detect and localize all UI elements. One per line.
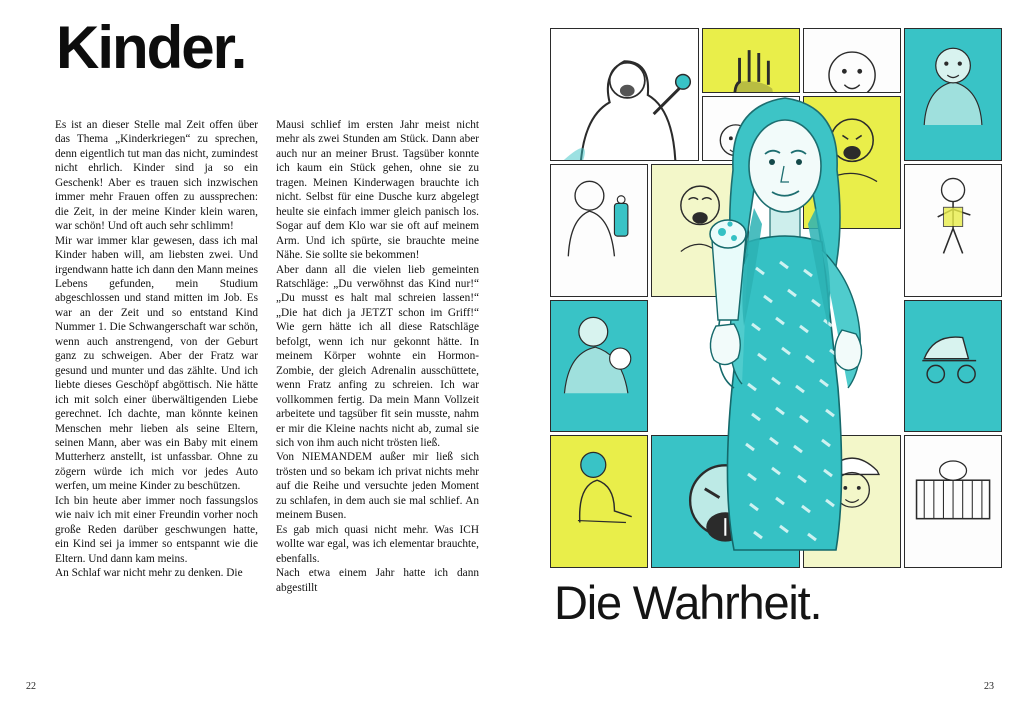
sketch-crib [905,436,1001,532]
right-page [510,0,1020,720]
collage-illustration-woman-with-microphone [550,28,1002,568]
paragraph: Ich bin heute aber immer noch fassungslos wie naiv ich mit einer Freundin vorher noch große Reden darüber geschwungen hatte, ein Kind sei ja immer so entspannt wie die Eltern. Und dann kam meins. [55,494,258,565]
paragraph: An Schlaf war nicht mehr zu denken. Die [55,567,243,580]
sketch-mother-with-bottle [551,165,647,261]
page-title: Kinder. [56,14,246,81]
paragraph: Von NIEMANDEM außer mir ließ sich trösten und so bekam ich privat nichts mehr auf die Reihe und versuchte jeden Moment zu schlafen, in dem auch sie mal schlief. An meinem Busen. [276,451,479,522]
collage-tile-woman-portrait [904,28,1002,161]
body-text-columns [55,118,480,595]
sketch-baby-on-arm [551,301,647,397]
central-figure-woman-with-microphone [660,58,910,568]
spread-caption: Die Wahrheit. [554,576,822,629]
collage-tile-seated-child [550,435,648,568]
paragraph: Nach etwa einem Jahr hatte ich dann abgestillt [276,567,479,594]
folio-left: 22 [26,681,36,692]
paragraph: Aber dann all die vielen lieb gemeinten Ratschläge: „Du verwöhnst das Kind nur!“ „Du musst es halt mal schreien lassen!“ „Die hat dich ja JETZT schon im Griff!“ Wie gern hätte ich all diese Ratschläge befolgt, wenn ich nur gekonnt hätte. In meinem Körper wohnte ein Hormon-Zombie, der gleich Adrenalin ausschüttete, wenn Fratz anfing zu schreien. Ich war vollkommen fertig. Da mein Mann Vollzeit arbeitete und tagsüber fit sein musste, nahm er mir die Kleine nachts nicht ab, zumal sie sich von ihm auch nicht trösten ließ. [276,263,479,449]
paragraph: Mausi schlief im ersten Jahr meist nicht mehr als zwei Stunden am Stück. Dann aber auch nur an meiner Brust. Tagsüber konnte ich kaum ein Stück gehen, ohne sie zu tragen. Meinen Kinderwagen brauchte ich nicht. Selbst für eine Dusche kurz abgelegt heulte sie einfach immer gleich panisch los. Sogar auf dem Klo war sie oft auf meinem Arm. Und ich spürte, sie brauchte meine Nähe. Sie sollte sie bekommen! [276,119,479,262]
folio-right: 23 [984,681,994,692]
collage-tile-baby-on-arm [550,300,648,433]
sketch-standing-child [905,165,1001,261]
paragraph: Mir war immer klar gewesen, dass ich mal Kinder haben will, am liebsten zwei. Und irgendwann hatte ich dann den Mann meines Lebens gefunden, mein Studium abgeschlossen und stand mitten im Job. Es war an der Zeit und so entstand Kind Nummer 1. Die Schwangerschaft war schön, wenn auch anstrengend, von der Geburt ganz zu schweigen. Aber der Fratz war gesund und munter und das zählte. Und ich liebte dieses Geschöpf abgöttisch. Nie hätte ich mit solch einer überwältigenden Liebe gerechnet. Ich dachte, man könnte keinen Menschen mehr lieben als seine Eltern, seinen Mann, aber was ein Baby mit einem Mutterherz anstellt, ist unfassbar. Ohne zu zögern würde ich mich vor jedes Auto werfen, um meine Kinder zu beschützen. [55,234,258,493]
collage-tile-standing-child [904,164,1002,297]
text-column-2 [276,118,479,595]
sketch-woman-portrait [905,29,1001,125]
collage-tile-crib-with-baby [904,435,1002,568]
paragraph: Es ist an dieser Stelle mal Zeit offen über das Thema „Kinderkriegen“ zu sprechen, denn eigentlich tut man das nicht, zumindest nicht ehrlich. Kinder sind ja so ein Geschenk! Aber es trauen sich inzwischen immer mehr Frauen offen zu aussprechen: die Zeit, in der meine Kinder klein waren, war schön! Und oft auch sehr schlimm! [55,119,258,233]
sketch-seated-child [551,436,647,532]
paragraph: Es gab mich quasi nicht mehr. Was ICH wollte war egal, was ich elementar brauchte, ebenfalls. [276,523,479,565]
sketch-pram [905,301,1001,397]
collage-tile-pram [904,300,1002,433]
text-column-1 [55,118,258,595]
collage-tile-mother-with-bottle [550,164,648,297]
